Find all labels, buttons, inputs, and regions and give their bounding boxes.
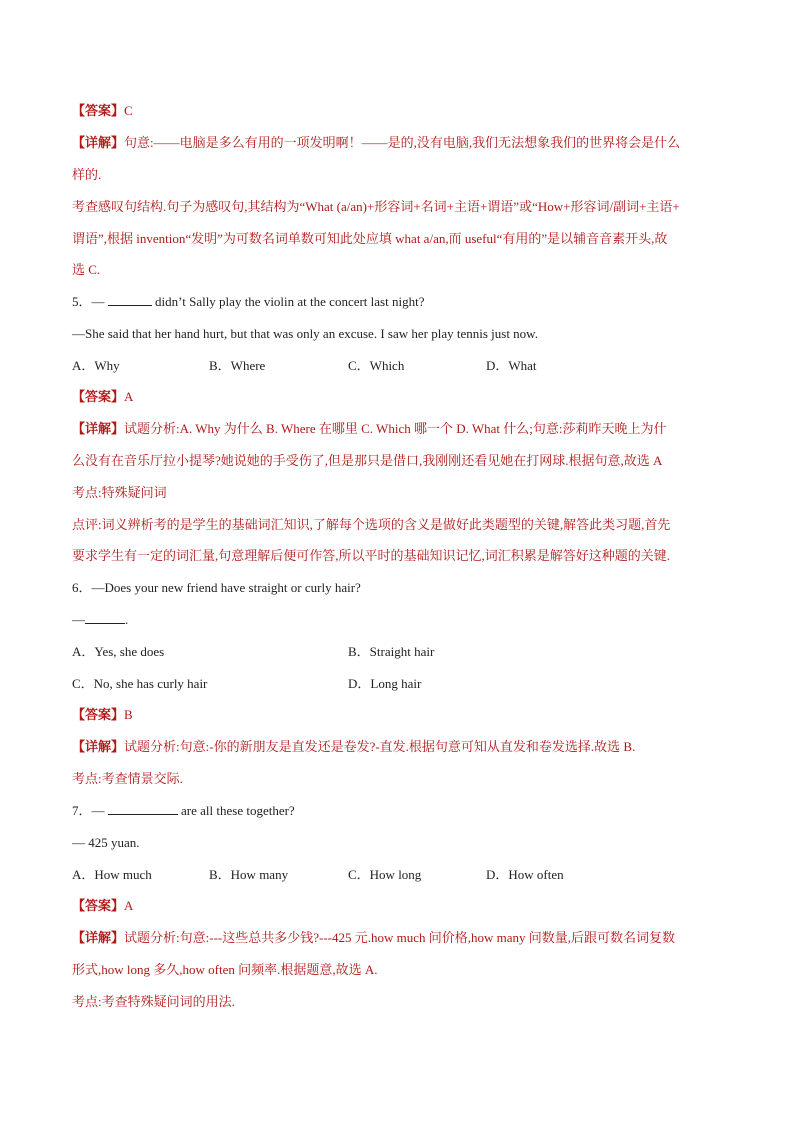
answer-tag: 【答案】 — [72, 898, 125, 913]
q7-answer-line — [72, 897, 722, 915]
q6-reply-prefix: — — [72, 612, 85, 627]
answer-blank — [108, 802, 178, 815]
detail-tag: 【详解】 — [72, 930, 125, 945]
q5-stem-text: didn’t Sally play the violin at the concert last night? — [151, 294, 425, 309]
q4-detail-line — [72, 134, 722, 152]
q6-point: 考点:考查情景交际. — [72, 771, 183, 786]
q5-number: 5．— — [72, 294, 108, 309]
q4-detail-line-2: 样的. — [72, 167, 102, 182]
q7-stem — [72, 802, 722, 820]
q6-answer-line — [72, 706, 722, 724]
q5-detail-line — [72, 420, 722, 438]
q4-detail-line-3: 考查感叹句结构.句子为感叹句,其结构为“What (a/an)+形容词+名词+主语+谓语”或“How+形容词/副词+主语+ — [72, 199, 680, 214]
option-d: D．Long hair — [348, 676, 422, 691]
q5-stem — [72, 293, 722, 311]
q5-comment-line-2: 要求学生有一定的词汇量,句意理解后便可作答,所以平时的基础知识记忆,词汇积累是解答好这种题的关键. — [72, 548, 671, 563]
detail-text: 句意:——电脑是多么有用的一项发明啊！——是的,没有电脑,我们无法想象我们的世界将会是什么 — [124, 135, 681, 150]
q4-answer-line — [72, 102, 722, 120]
q7-number: 7．— — [72, 803, 108, 818]
q6-detail-line — [72, 738, 722, 756]
q6-reply — [72, 611, 722, 629]
q7-stem-text: are all these together? — [177, 803, 295, 818]
answer-value: B — [124, 707, 133, 722]
answer-tag: 【答案】 — [72, 707, 125, 722]
answer-tag: 【答案】 — [72, 103, 125, 118]
q5-point: 考点:特殊疑问词 — [72, 485, 167, 500]
option-b: B．Straight hair — [348, 644, 435, 659]
answer-tag: 【答案】 — [72, 389, 125, 404]
q7-detail-line-2: 形式,how long 多久,how often 问频率.根据题意,故选 A. — [72, 962, 378, 977]
q6-stem: 6．—Does your new friend have straight or curly hair? — [72, 580, 361, 595]
detail-tag: 【详解】 — [72, 739, 125, 754]
option-b: B．How many — [209, 867, 289, 882]
option-d: D．What — [486, 358, 537, 373]
q5-answer-line — [72, 388, 722, 406]
answer-value: A — [124, 898, 134, 913]
option-c: C．No, she has curly hair — [72, 676, 208, 691]
option-a: A．Why — [72, 358, 120, 373]
option-b: B．Where — [209, 358, 266, 373]
q4-detail-line-4: 谓语”,根据 invention“发明”为可数名词单数可知此处应填 what a/an,而 useful“有用的”是以辅音音素开头,故 — [72, 231, 668, 246]
detail-text: 试题分析:A. Why 为什么 B. Where 在哪里 C. Which 哪一个 D. What 什么;句意:莎莉昨天晚上为什 — [124, 421, 667, 436]
q7-detail-line — [72, 929, 722, 947]
answer-value: A — [124, 389, 134, 404]
q6-reply-suffix: . — [125, 612, 129, 627]
q4-detail-line-5: 选 C. — [72, 262, 101, 277]
option-d: D．How often — [486, 867, 564, 882]
option-a: A．How much — [72, 867, 152, 882]
q5-detail-line-2: 么没有在音乐厅拉小提琴?她说她的手受伤了,但是那只是借口,我刚刚还看见她在打网球.根据句意,故选 A — [72, 453, 663, 468]
detail-text: 试题分析:句意:---这些总共多少钱?---425 元.how much 问价格,how many 问数量,后跟可数名词复数 — [124, 930, 676, 945]
detail-text: 试题分析:句意:-你的新朋友是直发还是卷发?-直发.根据句意可知从直发和卷发选择.故选 B. — [124, 739, 636, 754]
option-c: C．Which — [348, 358, 405, 373]
q5-reply: —She said that her hand hurt, but that was only an excuse. I saw her play tennis just now. — [72, 326, 538, 341]
answer-blank — [108, 293, 152, 306]
option-a: A．Yes, she does — [72, 644, 165, 659]
q7-reply: — 425 yuan. — [72, 835, 140, 850]
detail-tag: 【详解】 — [72, 421, 125, 436]
answer-blank — [85, 611, 125, 624]
detail-tag: 【详解】 — [72, 135, 125, 150]
answer-value: C — [124, 103, 133, 118]
q5-comment-line-1: 点评:词义辨析考的是学生的基础词汇知识,了解每个选项的含义是做好此类题型的关键,解答此类习题,首先 — [72, 517, 671, 532]
option-c: C．How long — [348, 867, 422, 882]
q7-point: 考点:考查特殊疑问词的用法. — [72, 994, 235, 1009]
